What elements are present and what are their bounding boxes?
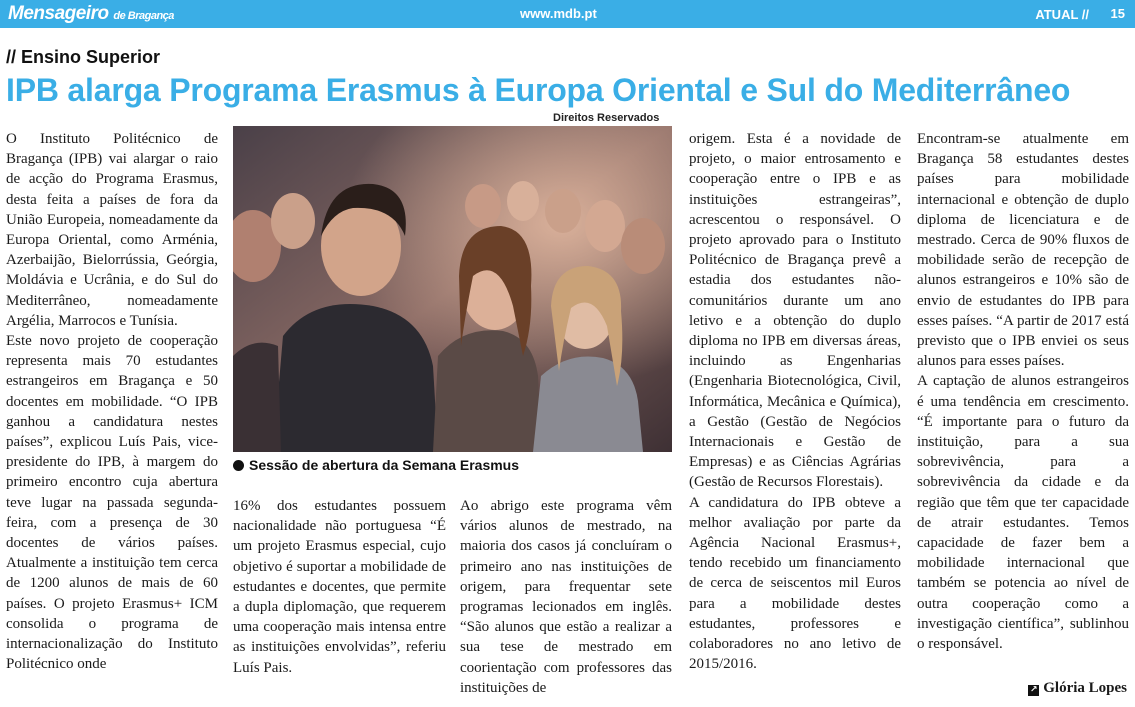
- author-name: Glória Lopes: [1043, 680, 1127, 696]
- photo-caption: [233, 457, 519, 473]
- page-header-bar: [0, 0, 1135, 28]
- brand-name: Mensageiro: [8, 3, 109, 24]
- paragraph: origem. Esta é a novidade de projeto, o maior entrosamento e cooperação entre o IPB e as instituições estrangeiras”, acrescentou o responsável. O projeto aprovado para o Instituto Politécnico de Bragança prevê a estadia dos estudantes não-comunitários durante um ano letivo e a obtenção do duplo diploma no IPB em diversas áreas, incluindo as Engenharias (Engenharia Biotecnológica, Civil, Informática, Mecânica e Química), a Gestão (Gestão de Negócios Internacionais e Gestão de Empresas) e as Ciências Agrárias (Gestão de Recursos Florestais).: [689, 131, 901, 491]
- author-byline: [1028, 680, 1127, 697]
- text-column-5: [917, 129, 1129, 654]
- site-url[interactable]: www.mdb.pt: [520, 6, 597, 21]
- paragraph: A candidatura do IPB obteve a melhor avaliação por parte da Agência Nacional Erasmus+, tendo recebido um financiamento de cerca de seiscentos mil Euros para a mobilidade destes estudantes, professores e colaboradores no ano letivo de 2015/2016.: [689, 494, 901, 673]
- text-column-4: [689, 129, 901, 674]
- paragraph: Este novo projeto de cooperação representa mais 70 estudantes estrangeiros em Bragança e 50 docentes em mobilidade. “O IPB ganhou a candidatura nestes países”, explicou Luís Pais, vice-presidente do IPB, à margem do primeiro encontro cuja abertura teve lugar na passada segunda-feira, com a presença de 30 docentes de vários países. Atualmente a instituição tem cerca de 1200 alunos de mais de 60 países. O projeto Erasmus+ ICM consolida o programa de internacionalização do Instituto Politécnico onde: [6, 333, 218, 673]
- paragraph: 16% dos estudantes possuem nacionalidade não portuguesa “É um projeto Erasmus especial, cujo objetivo é suportar a mobilidade de estudantes e docentes, que permite a dupla diplomação, que requerem uma cooperação mais intensa entre as instituições envolvidas”, referiu Luís Pais.: [233, 498, 446, 676]
- bullet-icon: [233, 460, 244, 471]
- paragraph: Ao abrigo este programa vêm vários alunos de mestrado, na maioria dos casos já concluíram o primeiro ano nas instituições de origem, para frequentar sete programas lecionados em inglês. “São alunos que estão a realizar a sua tese de mestrado em coorientação com professores das instituições de: [460, 498, 672, 696]
- paragraph: Encontram-se atualmente em Bragança 58 estudantes destes países para mobilidade internacional e obtenção de duplo diploma de licenciatura e de mestrado. Cerca de 90% fluxos de mobilidade serão de recepção de alunos estrangeiros e 10% são de envio de estudantes do IPB para esses países. “A partir de 2017 está previsto que o IPB enviei os seus alunos para esses países.: [917, 131, 1129, 370]
- paragraph: A captação de alunos estrangeiros é uma tendência em crescimento. “É importante para o futuro da instituição, para a sua sobrevivência, para a sobrevivência da cidade e da região que têm que ter capacidade de atrair estudantes. Temos capacidade de fazer bem a mobilidade internacional que também se potencia ao nível de outra cooperação como a investigação científica”, sublinhou o responsável.: [917, 373, 1129, 653]
- section-kicker: // Ensino Superior: [6, 47, 161, 67]
- paragraph: O Instituto Politécnico de Bragança (IPB) vai alargar o raio de acção do Programa Erasmus, desta feita a países de fora da União Europeia, nomeadamente da Europa Oriental, como Arménia, Azerbaijão, Bielorrússia, Geórgia, Moldávia e Ucrânia, e do Sul do Mediterrâneo, nomeadamente Argélia, Marrocos e Tunísia.: [6, 131, 218, 329]
- article-headline: IPB alarga Programa Erasmus à Europa Oriental e Sul do Mediterrâneo: [6, 72, 1071, 108]
- newspaper-logo: [8, 3, 174, 25]
- caption-text: Sessão de abertura da Semana Erasmus: [249, 457, 520, 473]
- photo-illustration: [233, 126, 672, 452]
- section-label: ATUAL //: [1035, 7, 1089, 22]
- brand-subtitle: de Bragança: [113, 10, 174, 22]
- arrow-icon: ↗: [1029, 685, 1038, 695]
- text-column-2: [233, 496, 446, 678]
- text-column-3: [460, 496, 672, 698]
- text-column-1: [6, 129, 218, 674]
- article-photo: [233, 126, 672, 452]
- page-number: 15: [1110, 6, 1125, 21]
- photo-credit: Direitos Reservados: [553, 112, 660, 124]
